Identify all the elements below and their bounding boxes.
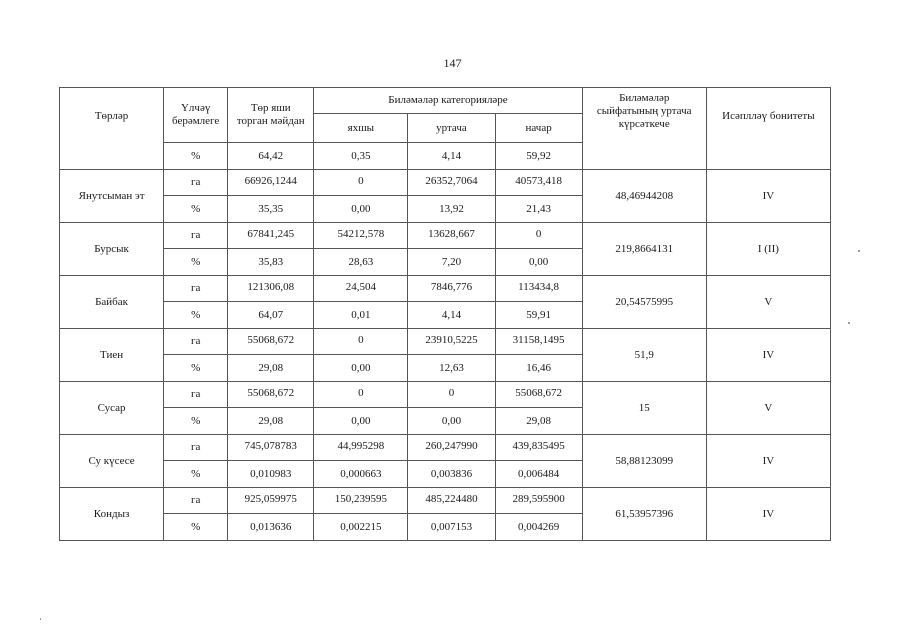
header-bonitet: Исәплләү бонитеты xyxy=(706,88,830,170)
quality-index: 51,9 xyxy=(582,329,706,382)
quality-index: 61,53957396 xyxy=(582,488,706,541)
area-percent: 0,010983 xyxy=(228,461,314,488)
good-percent: 0,00 xyxy=(314,408,408,435)
average-value: 13628,667 xyxy=(408,223,495,249)
area-value: 55068,672 xyxy=(228,382,314,408)
poor-percent: 16,46 xyxy=(495,355,582,382)
bonitet-class: I (II) xyxy=(706,223,830,276)
area-value: 55068,672 xyxy=(228,329,314,355)
species-name: Янутсыман эт xyxy=(60,170,164,223)
area-percent: 29,08 xyxy=(228,355,314,382)
table-row-ha xyxy=(60,329,831,355)
average-percent: 0,003836 xyxy=(408,461,495,488)
good-percent: 0,00 xyxy=(314,355,408,382)
good-percent: 0,00 xyxy=(314,196,408,223)
species-name: Тиен xyxy=(60,329,164,382)
header-unit-line1: Үлчәү xyxy=(180,102,211,114)
species-name: Бурсык xyxy=(60,223,164,276)
area-value: 67841,245 xyxy=(228,223,314,249)
area-value: 925,059975 xyxy=(228,488,314,514)
header-percent-good: 0,35 xyxy=(314,143,408,170)
header-categories: Биләмәләр категорияләре xyxy=(314,88,582,114)
average-percent: 7,20 xyxy=(408,249,495,276)
poor-value: 113434,8 xyxy=(495,276,582,302)
poor-value: 40573,418 xyxy=(495,170,582,196)
poor-value: 289,595900 xyxy=(495,488,582,514)
table-row-ha xyxy=(60,170,831,196)
species-name: Сусар xyxy=(60,382,164,435)
bonitet-class: IV xyxy=(706,488,830,541)
header-area-line2: торган мәйдан xyxy=(236,115,305,127)
poor-value: 0 xyxy=(495,223,582,249)
table-row-ha xyxy=(60,276,831,302)
average-percent: 0,00 xyxy=(408,408,495,435)
good-value: 0 xyxy=(314,382,408,408)
unit-cell: га xyxy=(164,223,228,249)
area-value: 66926,1244 xyxy=(228,170,314,196)
average-percent: 13,92 xyxy=(408,196,495,223)
good-value: 0 xyxy=(314,170,408,196)
average-value: 23910,5225 xyxy=(408,329,495,355)
scan-speck xyxy=(848,322,850,324)
area-percent: 29,08 xyxy=(228,408,314,435)
header-poor: начар xyxy=(495,114,582,143)
header-unit xyxy=(164,88,228,143)
average-percent: 0,007153 xyxy=(408,514,495,541)
poor-percent: 59,91 xyxy=(495,302,582,329)
quality-index: 20,54575995 xyxy=(582,276,706,329)
unit-cell: % xyxy=(164,408,228,435)
species-name: Су күсесе xyxy=(60,435,164,488)
page-number: 147 xyxy=(443,56,462,70)
quality-index: 58,88123099 xyxy=(582,435,706,488)
good-value: 54212,578 xyxy=(314,223,408,249)
bonitet-class: IV xyxy=(706,170,830,223)
poor-percent: 21,43 xyxy=(495,196,582,223)
area-percent: 64,07 xyxy=(228,302,314,329)
good-value: 44,995298 xyxy=(314,435,408,461)
unit-cell: % xyxy=(164,249,228,276)
unit-cell: га xyxy=(164,488,228,514)
good-percent: 28,63 xyxy=(314,249,408,276)
average-value: 260,247990 xyxy=(408,435,495,461)
good-value: 150,239595 xyxy=(314,488,408,514)
poor-value: 55068,672 xyxy=(495,382,582,408)
poor-value: 439,835495 xyxy=(495,435,582,461)
header-good: яхшы xyxy=(314,114,408,143)
unit-cell: % xyxy=(164,514,228,541)
bonitet-class: IV xyxy=(706,435,830,488)
bonitet-class: V xyxy=(706,382,830,435)
scan-speck xyxy=(40,618,41,620)
average-percent: 4,14 xyxy=(408,302,495,329)
poor-percent: 0,00 xyxy=(495,249,582,276)
good-value: 0 xyxy=(314,329,408,355)
poor-percent: 0,006484 xyxy=(495,461,582,488)
good-percent: 0,01 xyxy=(314,302,408,329)
quality-index: 219,8664131 xyxy=(582,223,706,276)
header-percent-unit: % xyxy=(164,143,228,170)
header-quality-line3: күрсәткече xyxy=(618,118,670,130)
unit-cell: га xyxy=(164,329,228,355)
unit-cell: га xyxy=(164,276,228,302)
species-habitat-table xyxy=(59,87,831,541)
header-species: Төрләр xyxy=(60,88,164,170)
average-value: 26352,7064 xyxy=(408,170,495,196)
quality-index: 15 xyxy=(582,382,706,435)
area-value: 121306,08 xyxy=(228,276,314,302)
unit-cell: га xyxy=(164,170,228,196)
header-quality xyxy=(582,88,706,170)
area-value: 745,078783 xyxy=(228,435,314,461)
unit-cell: % xyxy=(164,302,228,329)
area-percent: 35,83 xyxy=(228,249,314,276)
good-percent: 0,000663 xyxy=(314,461,408,488)
poor-value: 31158,1495 xyxy=(495,329,582,355)
species-name: Байбак xyxy=(60,276,164,329)
quality-index: 48,46944208 xyxy=(582,170,706,223)
header-percent-average: 4,14 xyxy=(408,143,495,170)
bonitet-class: V xyxy=(706,276,830,329)
header-row xyxy=(60,88,831,114)
unit-cell: % xyxy=(164,355,228,382)
table-row-ha xyxy=(60,382,831,408)
average-percent: 12,63 xyxy=(408,355,495,382)
area-percent: 35,35 xyxy=(228,196,314,223)
header-quality-line1: Биләмәләр xyxy=(619,92,670,104)
poor-percent: 29,08 xyxy=(495,408,582,435)
good-value: 24,504 xyxy=(314,276,408,302)
unit-cell: га xyxy=(164,435,228,461)
species-name: Кондыз xyxy=(60,488,164,541)
header-area-line1: Төр яши xyxy=(250,102,291,114)
poor-percent: 0,004269 xyxy=(495,514,582,541)
table-row-ha xyxy=(60,488,831,514)
table-row-ha xyxy=(60,223,831,249)
scan-speck xyxy=(858,250,860,252)
header-percent-area: 64,42 xyxy=(228,143,314,170)
header-percent-poor: 59,92 xyxy=(495,143,582,170)
header-unit-line2: берәмлеге xyxy=(172,115,220,127)
average-value: 7846,776 xyxy=(408,276,495,302)
unit-cell: га xyxy=(164,382,228,408)
area-percent: 0,013636 xyxy=(228,514,314,541)
average-value: 485,224480 xyxy=(408,488,495,514)
header-area xyxy=(228,88,314,143)
bonitet-class: IV xyxy=(706,329,830,382)
unit-cell: % xyxy=(164,461,228,488)
unit-cell: % xyxy=(164,196,228,223)
header-quality-line2: сыйфатының уртача xyxy=(596,105,692,117)
header-average: уртача xyxy=(408,114,495,143)
average-value: 0 xyxy=(408,382,495,408)
good-percent: 0,002215 xyxy=(314,514,408,541)
table-row-ha xyxy=(60,435,831,461)
